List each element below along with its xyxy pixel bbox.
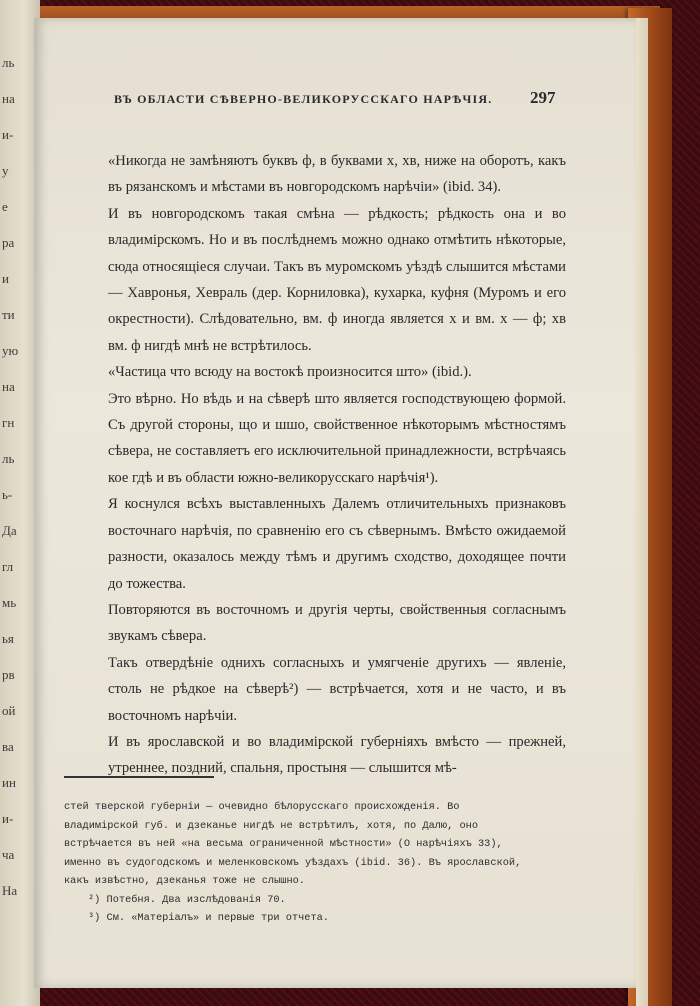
footnotes bbox=[64, 798, 534, 928]
previous-page-fragment: ин bbox=[2, 775, 16, 790]
previous-page-fragment: на bbox=[2, 91, 15, 106]
paragraph: И въ новгородскомъ такая смѣна — рѣдкость; рѣдкость она и во владимірскомъ. Но и въ послѣднемъ можно однако отмѣтить нѣкоторые, сюда относящіеся случаи. Такъ въ муромскомъ уѣздѣ слышится мѣстами — Хавронья, Хевраль (дер. Корниловка), кухарка, куфня (Муромъ и его окрестности). Слѣдовательно, вм. ф иногда является х и вм. х — ф; хв вм. ф нигдѣ мнѣ не встрѣтилось. bbox=[108, 205, 566, 354]
running-title: ВЪ ОБЛАСТИ СѢВЕРНО-ВЕЛИКОРУССКАГО НАРѢЧІЯ. bbox=[114, 92, 493, 106]
previous-page-fragment: и bbox=[2, 271, 9, 286]
previous-page-fragment: ой bbox=[2, 703, 16, 718]
previous-page-fragment: у bbox=[2, 163, 9, 178]
previous-page-fragment: гл bbox=[2, 559, 14, 574]
previous-page-fragment: ую bbox=[2, 343, 19, 358]
footnote: ²) Потебня. Два изслѣдованія 70. bbox=[88, 893, 286, 906]
previous-page-fragment: ча bbox=[2, 847, 15, 862]
paragraph: Повторяются въ восточномъ и другія черты, свойственныя согласнымъ звукамъ сѣвера. bbox=[108, 601, 566, 645]
previous-page-fragment: мь bbox=[2, 595, 17, 610]
previous-page-fragment: ь- bbox=[2, 487, 13, 502]
footnote: ³) См. «Матеріалъ» и первые три отчета. bbox=[88, 912, 329, 924]
previous-page-fragment: На bbox=[2, 883, 18, 898]
footnote-continued: стей тверской губерніи — очевидно бѣлорусскаго происхожденія. Во владимірской губ. и дзеканье нигдѣ не встрѣтилъ, хотя, по Далю, оно встрѣчается въ ней «на весьма ограниченной мѣстности» (О нарѣчіяхъ 33), именно въ судогодскомъ и меленковскомъ уѣздахъ (ibid. 36). Въ ярославской, какъ извѣстно, дзеканья тоже не слышно. bbox=[64, 801, 522, 887]
previous-page-fragment: ль bbox=[2, 451, 15, 466]
previous-page-fragment: на bbox=[2, 379, 15, 394]
page-number: 297 bbox=[530, 88, 556, 107]
previous-page-fragment: гн bbox=[2, 415, 15, 430]
previous-page-fragment: ва bbox=[2, 739, 14, 754]
previous-page-fragment: е bbox=[2, 199, 8, 214]
paragraph: «Частица что всюду на востокѣ произносится што» (ibid.). bbox=[108, 364, 472, 381]
previous-page-fragment: ти bbox=[2, 307, 15, 322]
page-stack-edge bbox=[636, 18, 648, 1006]
previous-page-fragment: Да bbox=[2, 523, 17, 538]
paragraph: Такъ отвердѣніе однихъ согласныхъ и умягченіе другихъ — явленіе, столь не рѣдкое на сѣверѣ²) — встрѣчается, хотя и не часто, и въ восточномъ нарѣчіи. bbox=[108, 654, 566, 724]
paragraph: Это вѣрно. Но вѣдь и на сѣверѣ што является господствующею формой. Съ другой стороны, що и шшо, свойственное нѣкоторымъ мѣстностямъ сѣвера, не составляетъ его исключительной принадлежности, встрѣчаясь кое гдѣ и въ области южно-великорусскаго нарѣчія¹). bbox=[108, 390, 566, 486]
paragraph: И въ ярославской и во владимірской губерніяхъ вмѣсто — прежней, утреннее, поздний, спальня, простыня — слышится мѣ- bbox=[108, 733, 566, 777]
previous-page-fragment: и- bbox=[2, 811, 14, 826]
previous-page-fragment: ра bbox=[2, 235, 15, 250]
footnote-divider bbox=[64, 776, 214, 778]
previous-page-fragment: ль bbox=[2, 55, 15, 70]
paragraph: Я коснулся всѣхъ выставленныхъ Далемъ отличительныхъ признаковъ восточнаго нарѣчія, по сравненію его съ сѣвернымъ. Вмѣсто ожидаемой разности, оказалось между тѣмъ и другимъ сходство, доходящее почти до тожества. bbox=[108, 496, 566, 592]
previous-page-fragment: и- bbox=[2, 127, 14, 142]
paragraph: «Никогда не замѣняютъ буквъ ф, в буквами х, хв, ниже на оборотъ, какъ въ рязанскомъ и мѣстами въ новгородскомъ нарѣчіи» (ibid. 34). bbox=[108, 153, 566, 196]
body-text bbox=[108, 148, 566, 782]
previous-page-fragment: рв bbox=[2, 667, 15, 682]
previous-page-fragment: ья bbox=[2, 631, 14, 646]
